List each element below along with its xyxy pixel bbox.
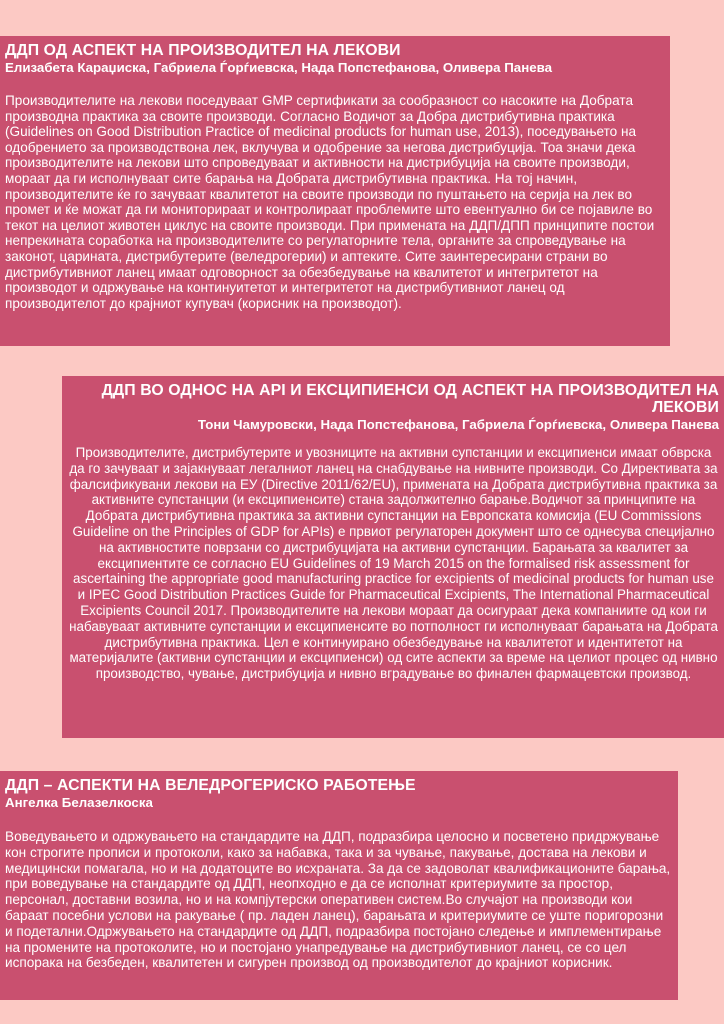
section-authors: Ангелка Белазелкоска — [5, 795, 153, 810]
section-gdp-api-excipients — [62, 376, 724, 738]
section-body: Производителите, дистрибутерите и увозниците на активни супстанции и ексципиенси имаат обврска да го зачуваат и зајакнуваат легалниот ланец на снабдување на нивните производи. Со Директивата за фалсификувани лекови на ЕУ (Directive 2011/62/EU), примената на Добрата дистрибутивна практика за активните супстанции (и ексципиенсите) стана задолжително барање.Водичот за принципите на Добрата дистрибутивна практика за активни супстанции на Европската комисија (EU Commissions Guideline on the Principles of GDP for APIs) е првиот регулаторен документ што се однесува специјално на активностите поврзани со дистрибуцијата на активни супстанции. Барањата за квалитет за ексципиентите се согласно EU Guidelines of 19 March 2015 on the formalised risk assessment for ascertaining the appropriate good manufacturing practice for excipients of medicinal products for human use и IPEC Good Distribution Practices Guide for Pharmaceutical Excipients, The International Pharmaceutical Excipients Council 2017. Производителите на лекови мораат да осигураат дека компаниите од кои ги набавуваат активните супстанции и ексципиенсите во потполност ги исполнуваат барањата на Добрата дистрибутивна практика. Цел е континуирано обезбедување на квалитетот и идентитетот на материјалите (активни супстанции и ексципиенси) од сите аспекти за време на целиот процес од нивно производство, чување, дистрибуција и нивно вградување во финален фармацевтски производ. — [69, 445, 718, 682]
section-gdp-wholesale — [0, 771, 678, 1000]
section-title: ДДП ВО ОДНОС НА API И ЕКСЦИПИЕНСИ ОД АСПЕКТ НА ПРОИЗВОДИТЕЛ НА ЛЕКОВИ — [101, 382, 719, 416]
section-title: ДДП – АСПЕКТИ НА ВЕЛЕДРОГЕРИСКО РАБОТЕЊЕ — [5, 777, 416, 794]
section-body: Воведувањето и одржувањето на стандардите на ДДП, подразбира целосно и посветено придржување кон строгите прописи и протоколи, како за набавка, така и за чување, пакување, достава на лекови и медицински помагала, но и на додатоците во исхраната. За да се задоволат квалификационите барања, при воведување на стандардите од ДДП, неопходно е да се исполнат критериумите за простор, персонал, доставни возила, но и на компјутерски оперативен систем.Во случајот на производи кои бараат посебни услови на ракување ( пр. ладен ланец), барањата и критериумите се уште поригорозни и подетални.Одржувањето на стандардите од ДДП, подразбира постојано следење и имплементирање на промените на протоколите, но и постојано унапредување на дистрибутивниот ланец, се со цел испорака на безбеден, квалитетен и сигурен производ од производителот до крајниот корисник. — [5, 829, 671, 971]
section-body: Производителите на лекови поседуваат GMP сертификати за сообразност со насоките на Добрата производна практика за своите производи. Согласно Водичот за Добра дистрибутивна практика (Guidelines on Good Distribution Practice of medicinal products for human use, 2013), поседувањето на одобрението за производствона лек, вклучува и одобрение за негова дистрибуција. Тоа значи дека производителите на лекови што спроведуваат и активности на дистрибуција на своите производи, мораат да ги исполнуваат сите барања на Добрата дистрибутивна практика. На тој начин, производителите ќе го зачуваат квалитетот на своите производи по пуштањето на серија на лек во промет и ќе можат да ги мониторираат и контролираат проблемите што евентуално би се појавиле во текот на целиот животен циклус на своите производи. При примената на ДДП/ДПП принципите постои непрекината соработка на производителите со регулаторните тела, органите за спроведување на законот, царината, дистрибутерите (веледрогерии) и аптеките. Сите заинтересирани страни во дистрибутивниот ланец имаат одговорност за обезбедување на квалитетот и интегритетот на производот и одржување на континуитетот и интегритетот на дистрибутивниот ланец од производителот до крајниот купувач (корисник на производот). — [5, 93, 655, 311]
section-authors: Тони Чамуровски, Нада Попстефанова, Габриела Ѓорѓиевска, Оливера Панева — [197, 417, 719, 432]
section-gdp-manufacturer — [0, 36, 670, 346]
section-authors: Елизабета Караџиска, Габриела Ѓорѓиевска, Нада Попстефанова, Оливера Панева — [5, 60, 553, 75]
section-title: ДДП ОД АСПЕКТ НА ПРОИЗВОДИТЕЛ НА ЛЕКОВИ — [5, 42, 401, 59]
